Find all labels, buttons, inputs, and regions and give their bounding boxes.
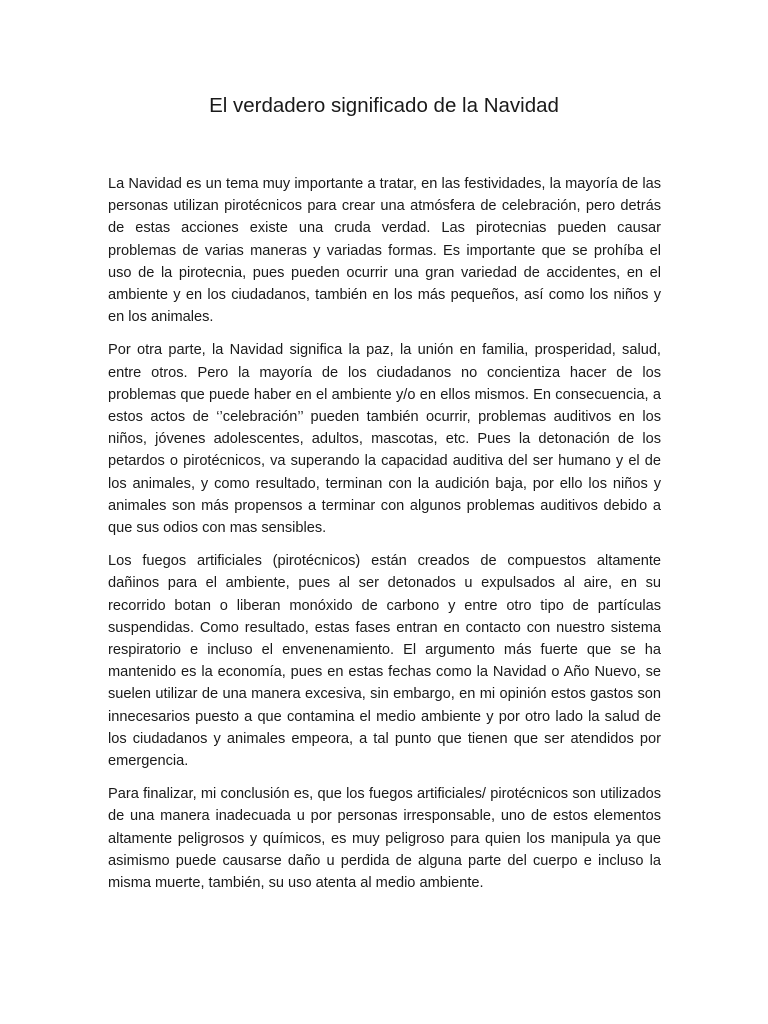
paragraph-second: Por otra parte, la Navidad significa la paz, la unión en familia, prosperidad, salud, entre otros. Pero la mayoría de los ciudadanos no concientiza hacer de los problemas que puede haber en el ambiente y/o en ellos mismos. En consecuencia, a estos actos de ‘’celebración’’ pueden también ocurrir, problemas auditivos en los niños, jóvenes adolescentes, adultos, mascotas, etc. Pues la detonación de los petardos o pirotécnicos, va superando la capacidad auditiva del ser humano y el de los animales, y como resultado, terminan con la audición baja, por ello los niños y animales son más propensos a terminar con algunos problemas auditivos debido a que sus odios con mas sensibles. bbox=[108, 342, 661, 537]
document-title: El verdadero significado de la Navidad bbox=[209, 94, 559, 117]
paragraph-intro: La Navidad es un tema muy importante a tratar, en las festividades, la mayoría de las personas utilizan pirotécnicos para crear una atmósfera de celebración, pero detrás de estas acciones existe una cruda verdad. Las pirotecnias pueden causar problemas de varias maneras y variadas formas. Es importante que se prohíba el uso de la pirotecnia, pues pueden ocurrir una gran variedad de accidentes, en el ambiente y en los ciudadanos, también en los más pequeños, así como los niños y en los animales. bbox=[108, 176, 661, 326]
paragraph-third: Los fuegos artificiales (pirotécnicos) están creados de compuestos altamente dañinos para el ambiente, pues al ser detonados u expulsados al aire, en su recorrido botan o liberan monóxido de carbono y entre otro tipo de partículas suspendidas. Como resultado, estas fases entran en contacto con nuestro sistema respiratorio e incluso el envenenamiento. El argumento más fuerte que se ha mantenido es la economía, pues en estas fechas como la Navidad o Año Nuevo, se suelen utilizar de una manera excesiva, sin embargo, en mi opinión estos gastos son innecesarios puesto a que contamina el medio ambiente y por otro lado la salud de los ciudadanos y animales empeora, a tal punto que tienen que ser atendidos por emergencia. bbox=[108, 553, 661, 770]
paragraph-conclusion: Para finalizar, mi conclusión es, que los fuegos artificiales/ pirotécnicos son utilizados de una manera inadecuada u por personas irresponsable, uno de estos elementos altamente peligrosos y químicos, es muy peligroso para quien los manipula ya que asimismo puede causarse daño u perdida de alguna parte del cuerpo e incluso la misma muerte, también, su uso atenta al medio ambiente. bbox=[108, 786, 661, 892]
document-body bbox=[108, 173, 661, 905]
